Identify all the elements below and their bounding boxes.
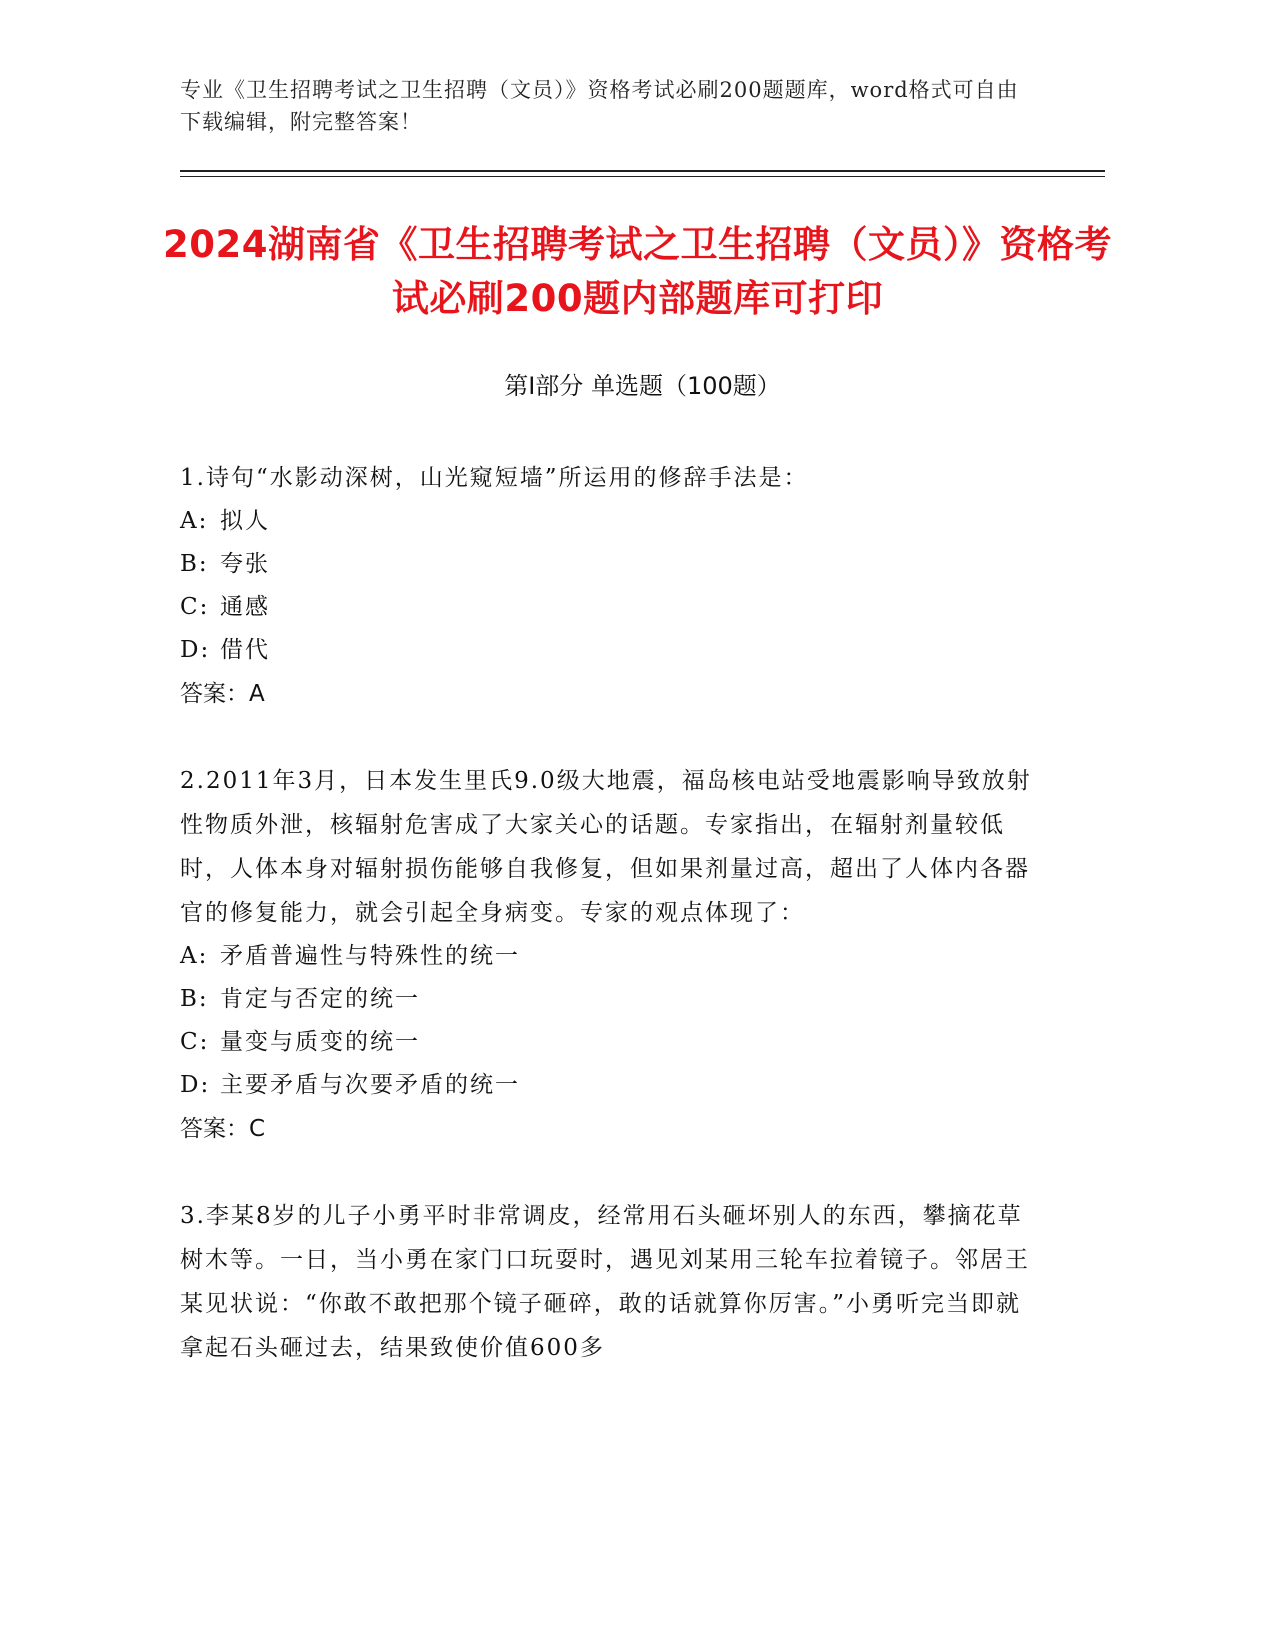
option-text: 夸张: [220, 551, 270, 577]
option-key: D:: [180, 1072, 211, 1098]
question-list: [180, 456, 1040, 1413]
question-1: [180, 456, 1040, 716]
option-key: B:: [180, 551, 209, 577]
option-c: [180, 1021, 1040, 1064]
option-key: C:: [180, 1029, 210, 1055]
question-stem: 1.诗句“水影动深树，山光窥短墙”所运用的修辞手法是：: [180, 465, 809, 491]
option-d: [180, 629, 1040, 672]
section-heading: 第Ⅰ部分 单选题（100题）: [504, 372, 781, 400]
option-text: 主要矛盾与次要矛盾的统一: [220, 1072, 520, 1098]
option-a: [180, 500, 1040, 543]
option-b: [180, 978, 1040, 1021]
option-b: [180, 543, 1040, 586]
question-stem: 3.李某8岁的儿子小勇平时非常调皮，经常用石头砸坏别人的东西，攀摘花草树木等。一日，当小勇在家门口玩耍时，遇见刘某用三轮车拉着镜子。邻居王某见状说：“你敢不敢把那个镜子砸碎，敢的话就算你厉害。”小勇听完当即就拿起石头砸过去，结果致使价值600多: [180, 1203, 1030, 1361]
option-a: [180, 935, 1040, 978]
option-text: 肯定与否定的统一: [220, 986, 420, 1012]
option-d: [180, 1064, 1040, 1107]
option-text: 量变与质变的统一: [220, 1029, 420, 1055]
answer-line: 答案：C: [180, 1116, 266, 1142]
question-2: [180, 759, 1040, 1151]
option-key: A:: [180, 508, 209, 534]
option-text: 借代: [220, 637, 270, 663]
question-stem: 2.2011年3月，日本发生里氏9.0级大地震，福岛核电站受地震影响导致放射性物质外泄，核辐射危害成了大家关心的话题。专家指出，在辐射剂量较低时，人体本身对辐射损伤能够自我修复，但如果剂量过高，超出了人体内各器官的修复能力，就会引起全身病变。专家的观点体现了：: [180, 768, 1032, 926]
document-title: 2024湖南省《卫生招聘考试之卫生招聘（文员）》资格考试必刷200题内部题库可打印: [163, 223, 1112, 320]
option-c: [180, 586, 1040, 629]
option-key: C:: [180, 594, 210, 620]
question-3: [180, 1194, 1040, 1370]
header-divider-thick: [180, 170, 1105, 172]
answer-line: 答案：A: [180, 681, 265, 707]
option-text: 拟人: [220, 508, 270, 534]
header-note: 专业《卫生招聘考试之卫生招聘（文员）》资格考试必刷200题题库，word格式可自由下载编辑，附完整答案！: [180, 78, 1019, 134]
option-key: A:: [180, 943, 209, 969]
option-text: 通感: [220, 594, 270, 620]
option-key: D:: [180, 637, 211, 663]
option-text: 矛盾普遍性与特殊性的统一: [220, 943, 520, 969]
option-key: B:: [180, 986, 209, 1012]
header-divider-thin: [180, 176, 1105, 177]
